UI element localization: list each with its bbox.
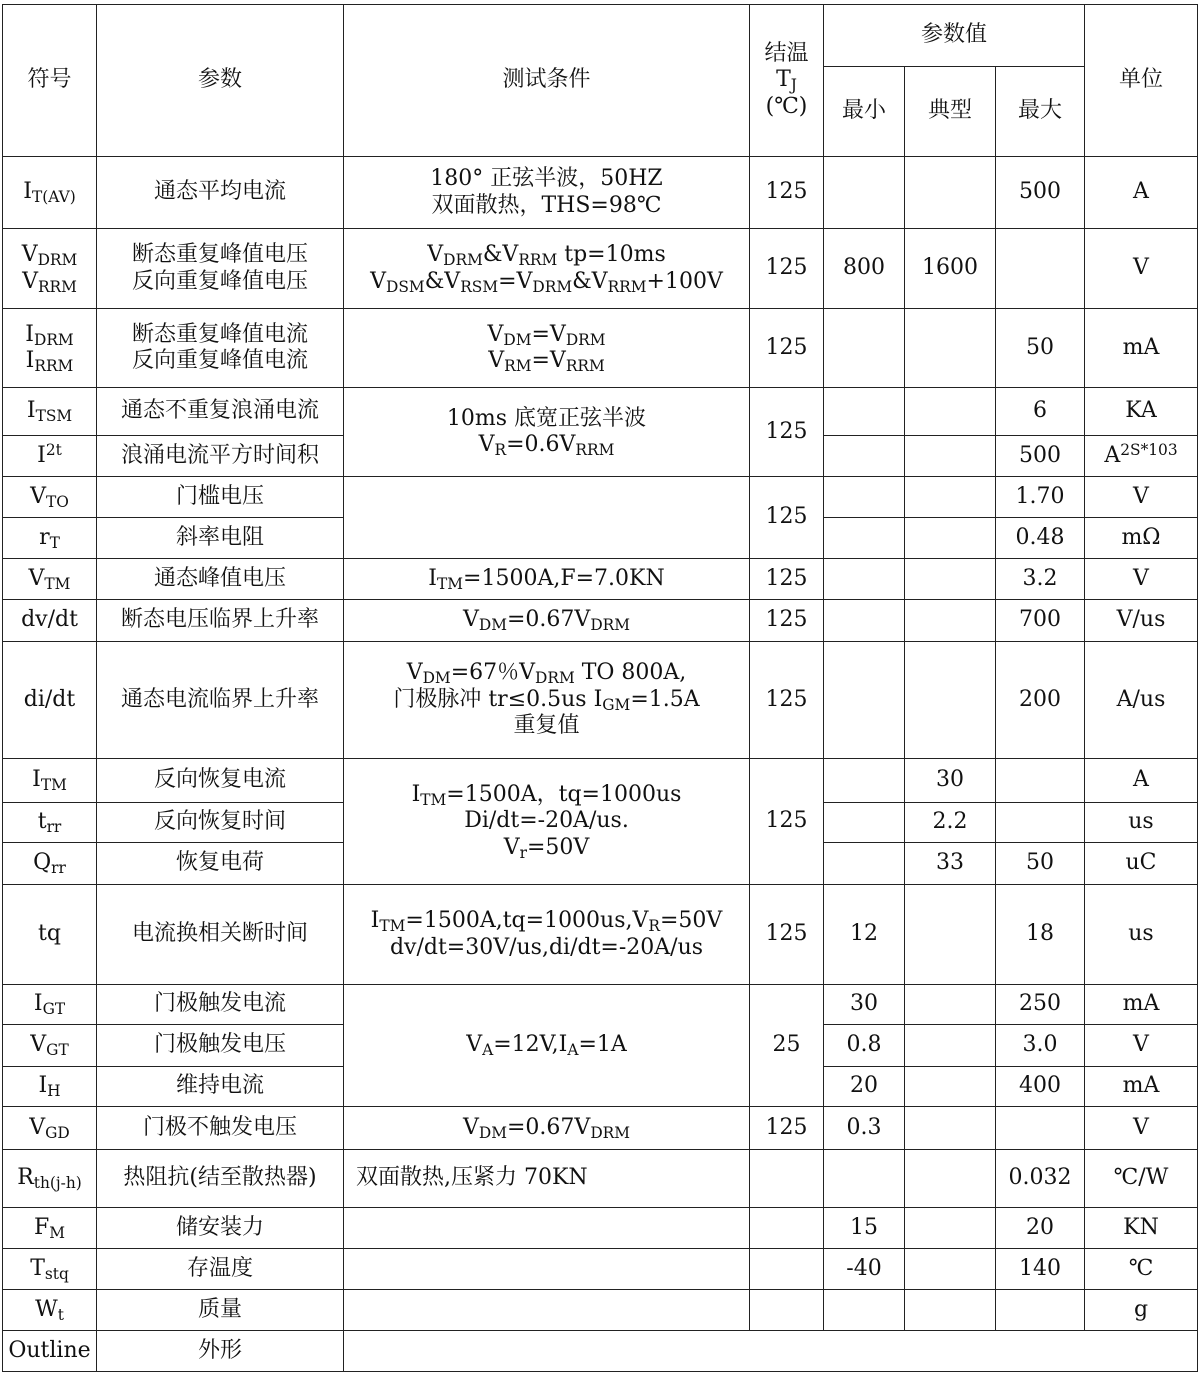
cell-min <box>824 759 905 803</box>
cell-typ <box>905 559 996 600</box>
cell-symbol: $V_{TO}$ <box>3 477 97 518</box>
cell-parameter: 门极触发电压 <box>97 1025 344 1067</box>
cell-parameter: 反向恢复电流 <box>97 759 344 803</box>
cell-min: 20 <box>824 1067 905 1107</box>
cell-min <box>824 600 905 642</box>
cell-condition: $I_{TM}=1500A,F=7.0KN$ <box>344 559 750 600</box>
cell-max <box>996 759 1085 803</box>
cell-parameter: 门槛电压 <box>97 477 344 518</box>
cell-unit: V <box>1085 229 1198 309</box>
cell-max: 140 <box>996 1249 1085 1290</box>
cell-junction-temp: 125 <box>750 885 824 985</box>
cell-min: 800 <box>824 229 905 309</box>
cell-condition <box>344 1208 750 1249</box>
table-row <box>3 759 1198 803</box>
cell-typ <box>905 477 996 518</box>
header-parameter: 参数 <box>97 5 344 157</box>
cell-symbol: tq <box>3 885 97 985</box>
cell-max: 20 <box>996 1208 1085 1249</box>
cell-unit: KN <box>1085 1208 1198 1249</box>
cell-parameter: 恢复电荷 <box>97 843 344 885</box>
cell-outline <box>344 1331 1198 1372</box>
cell-junction-temp: 125 <box>750 388 824 477</box>
cell-min <box>824 642 905 759</box>
cell-max: 1.70 <box>996 477 1085 518</box>
cell-parameter: 通态不重复浪涌电流 <box>97 388 344 436</box>
cell-unit: mA <box>1085 309 1198 388</box>
cell-junction-temp <box>750 1208 824 1249</box>
cell-parameter: 存温度 <box>97 1249 344 1290</box>
cell-typ <box>905 1290 996 1331</box>
cell-condition: $V_{DM}=67$％$V_{DRM}$ TO 800A, 门极脉冲 tr≤0.5us $I_{GM}=1.5A$ 重复值 <box>344 642 750 759</box>
cell-max <box>996 803 1085 843</box>
table-row <box>3 885 1198 985</box>
cell-unit: A <box>1085 157 1198 229</box>
cell-condition: $V_{DM}=0.67V_{DRM}$ <box>344 600 750 642</box>
cell-condition: $V_{DM}=0.67V_{DRM}$ <box>344 1107 750 1150</box>
cell-parameter: 外形 <box>97 1331 344 1372</box>
cell-min: 12 <box>824 885 905 985</box>
cell-unit: ℃ <box>1085 1249 1198 1290</box>
cell-symbol: $V_{GT}$ <box>3 1025 97 1067</box>
cell-min <box>824 1150 905 1208</box>
cell-min <box>824 157 905 229</box>
cell-max: 400 <box>996 1067 1085 1107</box>
cell-symbol: $T_{stq}$ <box>3 1249 97 1290</box>
cell-condition <box>344 1290 750 1331</box>
header-max: 最大 <box>996 67 1085 157</box>
cell-junction-temp: 125 <box>750 1107 824 1150</box>
cell-max: 0.48 <box>996 518 1085 559</box>
table-row <box>3 157 1198 229</box>
cell-junction-temp: 125 <box>750 477 824 559</box>
cell-max <box>996 229 1085 309</box>
cell-min: 15 <box>824 1208 905 1249</box>
cell-min: 0.3 <box>824 1107 905 1150</box>
cell-condition: 双面散热,压紧力 70KN <box>344 1150 750 1208</box>
header-typ: 典型 <box>905 67 996 157</box>
cell-min <box>824 843 905 885</box>
header-parameter-values: 参数值 <box>824 5 1085 67</box>
cell-min <box>824 1290 905 1331</box>
cell-junction-temp: 25 <box>750 985 824 1107</box>
cell-condition: $V_A=12V,I_A=1A$ <box>344 985 750 1107</box>
cell-condition: $V_{DM}=V_{DRM}$ $V_{RM}=V_{RRM}$ <box>344 309 750 388</box>
cell-min <box>824 803 905 843</box>
cell-max: 250 <box>996 985 1085 1025</box>
table-row <box>3 1331 1198 1372</box>
cell-symbol: $I_{TSM}$ <box>3 388 97 436</box>
cell-max: 500 <box>996 436 1085 477</box>
cell-parameter: 储安装力 <box>97 1208 344 1249</box>
cell-symbol: $F_M$ <box>3 1208 97 1249</box>
cell-max: 6 <box>996 388 1085 436</box>
cell-typ <box>905 985 996 1025</box>
table-row <box>3 1107 1198 1150</box>
cell-typ <box>905 1025 996 1067</box>
cell-unit: A/us <box>1085 642 1198 759</box>
cell-symbol: $R_{th(j-h)}$ <box>3 1150 97 1208</box>
table-row <box>3 1150 1198 1208</box>
table-row <box>3 388 1198 436</box>
cell-symbol: $V_{TM}$ <box>3 559 97 600</box>
header-junction-temperature <box>750 5 824 157</box>
cell-unit: $A^{2S*103}$ <box>1085 436 1198 477</box>
cell-condition: $I_{TM}=1500A,tq=1000us,V_R=50V$ dv/dt=30V/us,di/dt=-20A/us <box>344 885 750 985</box>
cell-max: 3.2 <box>996 559 1085 600</box>
cell-symbol: $Q_{rr}$ <box>3 843 97 885</box>
header-unit: 单位 <box>1085 5 1198 157</box>
cell-typ: 1600 <box>905 229 996 309</box>
cell-parameter: 浪涌电流平方时间积 <box>97 436 344 477</box>
cell-max <box>996 1290 1085 1331</box>
cell-max: 3.0 <box>996 1025 1085 1067</box>
cell-condition: $I_{TM}=1500A$，tq=1000us Di/dt=-20A/us. $V_r=50V$ <box>344 759 750 885</box>
cell-junction-temp: 125 <box>750 559 824 600</box>
cell-unit: mA <box>1085 985 1198 1025</box>
cell-symbol: $t_{rr}$ <box>3 803 97 843</box>
cell-unit: g <box>1085 1290 1198 1331</box>
cell-unit: us <box>1085 885 1198 985</box>
parameter-table <box>2 4 1198 1372</box>
header-tj-line3: (℃) <box>765 93 808 119</box>
cell-min <box>824 309 905 388</box>
cell-typ <box>905 1107 996 1150</box>
cell-max: 200 <box>996 642 1085 759</box>
cell-typ: 30 <box>905 759 996 803</box>
cell-unit: ℃/W <box>1085 1150 1198 1208</box>
cell-symbol: $I_H$ <box>3 1067 97 1107</box>
header-symbol: 符号 <box>3 5 97 157</box>
cell-unit: mΩ <box>1085 518 1198 559</box>
table-row <box>3 1249 1198 1290</box>
header-min: 最小 <box>824 67 905 157</box>
cell-junction-temp: 125 <box>750 642 824 759</box>
cell-min <box>824 436 905 477</box>
cell-junction-temp: 125 <box>750 309 824 388</box>
cell-min: 30 <box>824 985 905 1025</box>
cell-typ <box>905 1208 996 1249</box>
cell-typ <box>905 1249 996 1290</box>
cell-parameter: 断态重复峰值电压 反向重复峰值电压 <box>97 229 344 309</box>
cell-unit: KA <box>1085 388 1198 436</box>
cell-symbol: Outline <box>3 1331 97 1372</box>
cell-symbol: di/dt <box>3 642 97 759</box>
cell-unit: uC <box>1085 843 1198 885</box>
cell-condition <box>344 477 750 559</box>
cell-parameter: 断态电压临界上升率 <box>97 600 344 642</box>
cell-symbol: $I_{DRM}$ $I_{RRM}$ <box>3 309 97 388</box>
cell-junction-temp <box>750 1290 824 1331</box>
cell-symbol: $V_{GD}$ <box>3 1107 97 1150</box>
cell-unit: V <box>1085 477 1198 518</box>
table-row <box>3 229 1198 309</box>
cell-typ: 33 <box>905 843 996 885</box>
cell-unit: V <box>1085 1107 1198 1150</box>
table-row <box>3 309 1198 388</box>
table-row <box>3 642 1198 759</box>
cell-parameter: 热阻抗(结至散热器) <box>97 1150 344 1208</box>
header-tj-line1: 结温 <box>764 40 809 66</box>
cell-unit: V <box>1085 1025 1198 1067</box>
cell-condition <box>344 1249 750 1290</box>
cell-junction-temp <box>750 1249 824 1290</box>
cell-max: 18 <box>996 885 1085 985</box>
cell-max: 50 <box>996 843 1085 885</box>
cell-parameter: 通态平均电流 <box>97 157 344 229</box>
cell-unit: V <box>1085 559 1198 600</box>
cell-unit: mA <box>1085 1067 1198 1107</box>
cell-min <box>824 388 905 436</box>
cell-typ <box>905 600 996 642</box>
cell-parameter: 断态重复峰值电流 反向重复峰值电流 <box>97 309 344 388</box>
cell-min <box>824 559 905 600</box>
cell-junction-temp: 125 <box>750 229 824 309</box>
cell-max: 0.032 <box>996 1150 1085 1208</box>
cell-condition: $V_{DRM}\&V_{RRM}$ tp=10ms $V_{DSM}\&V_{RSM}=V_{DRM}\&V_{RRM}+100V$ <box>344 229 750 309</box>
cell-unit: us <box>1085 803 1198 843</box>
table-row <box>3 559 1198 600</box>
cell-max <box>996 1107 1085 1150</box>
table-row <box>3 1208 1198 1249</box>
cell-typ <box>905 157 996 229</box>
cell-symbol: $I^{2t}$ <box>3 436 97 477</box>
cell-symbol: $I_{T(AV)}$ <box>3 157 97 229</box>
cell-parameter: 维持电流 <box>97 1067 344 1107</box>
cell-symbol: $I_{GT}$ <box>3 985 97 1025</box>
cell-typ: 2.2 <box>905 803 996 843</box>
cell-symbol: $W_t$ <box>3 1290 97 1331</box>
cell-max: 50 <box>996 309 1085 388</box>
cell-typ <box>905 642 996 759</box>
cell-parameter: 通态电流临界上升率 <box>97 642 344 759</box>
cell-parameter: 通态峰值电压 <box>97 559 344 600</box>
cell-min: 0.8 <box>824 1025 905 1067</box>
cell-parameter: 门极不触发电压 <box>97 1107 344 1150</box>
header-test-condition: 测试条件 <box>344 5 750 157</box>
cell-typ <box>905 436 996 477</box>
cell-max: 700 <box>996 600 1085 642</box>
cell-condition: 180° 正弦半波，50HZ 双面散热，THS=98℃ <box>344 157 750 229</box>
table-row <box>3 1290 1198 1331</box>
table-row <box>3 600 1198 642</box>
cell-symbol: $I_{TM}$ <box>3 759 97 803</box>
cell-junction-temp <box>750 1150 824 1208</box>
cell-parameter: 门极触发电流 <box>97 985 344 1025</box>
cell-min <box>824 518 905 559</box>
cell-parameter: 反向恢复时间 <box>97 803 344 843</box>
cell-typ <box>905 309 996 388</box>
cell-typ <box>905 1150 996 1208</box>
cell-symbol: $r_T$ <box>3 518 97 559</box>
cell-min <box>824 477 905 518</box>
cell-typ <box>905 885 996 985</box>
cell-typ <box>905 518 996 559</box>
cell-junction-temp: 125 <box>750 157 824 229</box>
cell-unit: V/us <box>1085 600 1198 642</box>
cell-typ <box>905 1067 996 1107</box>
cell-min: -40 <box>824 1249 905 1290</box>
cell-parameter: 质量 <box>97 1290 344 1331</box>
cell-parameter: 电流换相关断时间 <box>97 885 344 985</box>
cell-parameter: 斜率电阻 <box>97 518 344 559</box>
table-row <box>3 477 1198 518</box>
cell-unit: A <box>1085 759 1198 803</box>
cell-junction-temp: 125 <box>750 759 824 885</box>
cell-condition: 10ms 底宽正弦半波 $V_R=0.6V_{RRM}$ <box>344 388 750 477</box>
cell-max: 500 <box>996 157 1085 229</box>
cell-junction-temp: 125 <box>750 600 824 642</box>
cell-symbol: $V_{DRM}$ $V_{RRM}$ <box>3 229 97 309</box>
cell-typ <box>905 388 996 436</box>
table-row <box>3 985 1198 1025</box>
cell-symbol: dv/dt <box>3 600 97 642</box>
header-tj-line2: $T_J$ <box>776 67 797 95</box>
